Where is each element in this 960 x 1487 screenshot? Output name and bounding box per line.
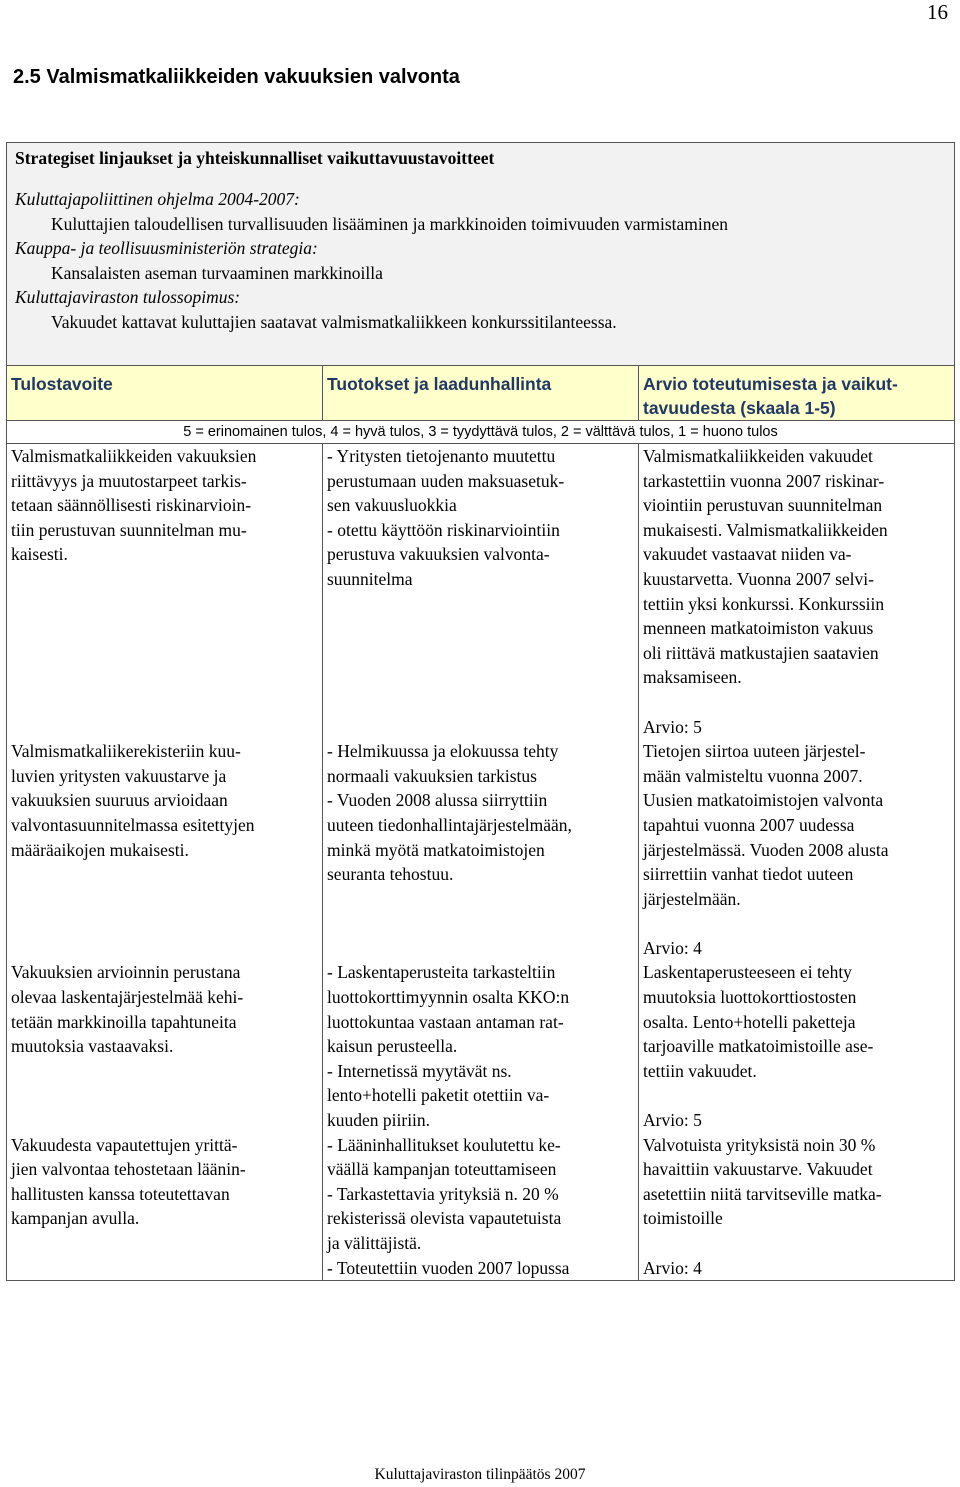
table-row — [7, 960, 955, 1132]
assessment-text: Valvotuista yrityksistä noin 30 % havaittiin vakuustarve. Vakuudet asetettiin niitä tarvitseville matka- toimistoille Arvio: 4 — [643, 1134, 882, 1278]
goal-text: Valmismatkaliikkeiden vakuuksien riittävyys ja muutostarpeet tarkis- tetaan säännöllisesti riskinarvioin- tiin perustuvan suunnitelman mu- kaisesti. — [11, 446, 257, 565]
outputs-cell — [323, 739, 639, 960]
ministry-label: Kauppa- ja teollisuusministeriön strategia: — [15, 238, 318, 259]
strategy-box — [7, 143, 955, 366]
outputs-text: - Yritysten tietojenanto muutettu perustumaan uuden maksuasetuk- sen vakuusluokkia - otettu käyttöön riskinarviointiin perustuva vakuuksien valvonta- suunnitelma — [327, 446, 565, 589]
column-header-goal: Tulostavoite — [7, 366, 323, 421]
table-row — [7, 739, 955, 960]
agency-text: Vakuudet kattavat kuluttajien saatavat valmismatkaliikkeen konkurssitilanteessa. — [51, 311, 617, 332]
agency-label: Kuluttajaviraston tulossopimus: — [15, 287, 241, 308]
column-header-assessment — [639, 366, 955, 421]
outputs-text: - Lääninhallitukset koulutettu ke- väällä kampanjan toteuttamiseen - Tarkastettavia yrityksiä n. 20 % rekisterissä olevista vapautetuista ja välittäjistä. - Toteutettiin vuoden 2007 lopussa — [327, 1134, 570, 1278]
strategy-heading: Strategiset linjaukset ja yhteiskunnalliset vaikuttavuustavoitteet — [15, 148, 495, 168]
column-header-outputs: Tuotokset ja laadunhallinta — [323, 366, 639, 421]
outputs-cell — [323, 960, 639, 1132]
program-label: Kuluttajapoliittinen ohjelma 2004-2007: — [15, 189, 300, 209]
ministry-text: Kansalaisten aseman turvaaminen markkinoilla — [51, 262, 383, 283]
section-title: 2.5 Valmismatkaliikkeiden vakuuksien valvonta — [13, 66, 460, 88]
scale-legend-row — [7, 421, 955, 444]
outputs-cell — [323, 444, 639, 740]
goal-cell — [7, 1133, 323, 1281]
assessment-cell — [639, 960, 955, 1132]
assessment-cell — [639, 1133, 955, 1281]
outputs-text: - Helmikuussa ja elokuussa tehty normaali vakuuksien tarkistus - Vuoden 2008 alussa siirryttiin uuteen tiedonhallintajärjestelmään, minkä myötä matkatoimistojen seuranta tehostuu. — [327, 741, 572, 885]
goal-text: Vakuuksien arvioinnin perustana olevaa laskentajärjestelmää kehi- tetään markkinoilla tapahtuneita muutoksia vastaavaksi. — [11, 962, 244, 1057]
assessment-cell — [639, 739, 955, 960]
performance-table — [6, 142, 955, 1281]
outputs-text: - Laskentaperusteita tarkasteltiin luottokorttimyynnin osalta KKO:n luottokuntaa vastaan antaman rat- kaisun perusteella. - Internetissä myytävät ns. lento+hotelli paketit otettiin va- kuuden piiriin. — [327, 962, 570, 1131]
goal-text: Vakuudesta vapautettujen yrittä- jien valvontaa tehostetaan läänin- hallitusten kanssa toteutettavan kampanjan avulla. — [11, 1134, 246, 1229]
goal-cell — [7, 960, 323, 1132]
goal-cell — [7, 444, 323, 740]
column-header-assessment-text: Arvio toteutumisesta ja vaikut- tavuudesta (skaala 1-5) — [643, 374, 898, 418]
assessment-text: Valmismatkaliikkeiden vakuudet tarkastettiin vuonna 2007 riskinar- viointiin perustuvan suunnitelman mukaisesti. Valmismatkaliikkeiden vakuudet vastaavat niiden va- kuustarvetta. Vuonna 2007 selvi- tettiin yksi konkurssi. Konkurssiin menneen matkatoimiston vakuus oli riittävä matkustajien saatavien maksamiseen. Arvio: 5 — [643, 446, 888, 737]
page-footer: Kuluttajaviraston tilinpäätös 2007 — [374, 1466, 586, 1483]
scale-legend: 5 = erinomainen tulos, 4 = hyvä tulos, 3 = tyydyttävä tulos, 2 = välttävä tulos, 1 = huono tulos — [7, 421, 955, 444]
assessment-text: Laskentaperusteeseen ei tehty muutoksia luottokorttiostosten osalta. Lento+hotelli paketteja tarjoaville matkatoimistoille ase- tettiin vakuudet. Arvio: 5 — [643, 962, 874, 1131]
assessment-cell — [639, 444, 955, 740]
assessment-text: Tietojen siirtoa uuteen järjestel- mään valmisteltu vuonna 2007. Uusien matkatoimistojen valvonta tapahtui vuonna 2007 uudessa järjestelmässä. Vuoden 2008 alusta siirrettiin vanhat tiedot uuteen järjestelmään. Arvio: 4 — [643, 741, 889, 958]
column-header-row — [7, 366, 955, 421]
page-number: 16 — [927, 0, 948, 24]
program-text: Kuluttajien taloudellisen turvallisuuden lisääminen ja markkinoiden toimivuuden varmistaminen — [51, 213, 729, 234]
table-row — [7, 444, 955, 740]
outputs-cell — [323, 1133, 639, 1281]
goal-text: Valmismatkaliikerekisteriin kuu- luvien yritysten vakuustarve ja vakuuksien suuruus arvioidaan valvontasuunnitelmassa esitettyjen määräaikojen mukaisesti. — [11, 741, 255, 860]
table-row — [7, 1133, 955, 1281]
goal-cell — [7, 739, 323, 960]
